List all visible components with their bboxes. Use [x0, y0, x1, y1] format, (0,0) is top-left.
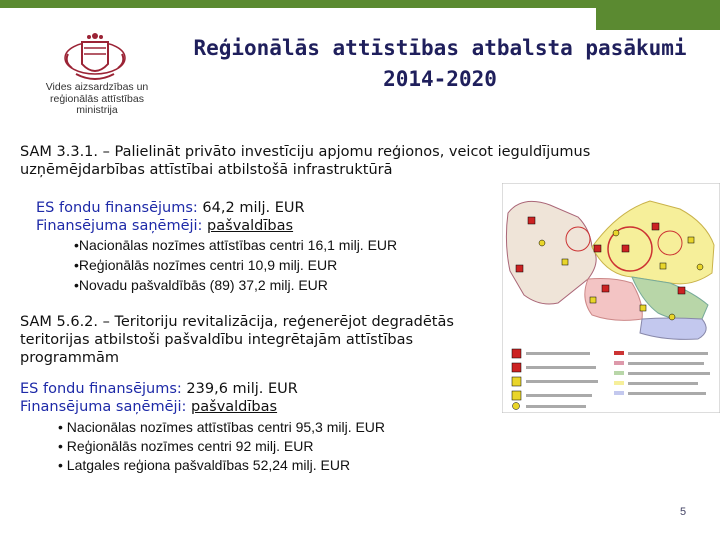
title-line-1: Reģionālās attīstības atbalsta pasākumi [193, 36, 687, 60]
sam1-funding [36, 199, 496, 217]
sam1-heading [20, 143, 680, 179]
page-number: 5 [680, 506, 687, 518]
sam1-bullet-3: •Novadu pašvaldībās (89) 37,2 milj. EUR [74, 277, 328, 293]
ministry-line-1: Vides aizsardzības un [45, 81, 149, 93]
sam2-heading [20, 313, 510, 367]
latvia-map-icon [502, 183, 720, 413]
sam1-funding-value: 64,2 milj. EUR [197, 200, 305, 216]
sam2-recipients [20, 398, 500, 416]
sam2-heading-line-2: teritorijas atbilstoši pašvaldību integrētajām attīstības [20, 332, 414, 348]
title-line-2: 2014-2020 [383, 67, 497, 91]
ministry-line-2: reģionālās attīstības [50, 92, 144, 105]
sam2-recipients-label: Finansējuma saņēmēji: [20, 399, 187, 415]
header-green-block [596, 0, 720, 30]
sam2-funding-label: ES fondu finansējums: [20, 381, 182, 397]
sam1-bullet-2: •Reģionālās nozīmes centri 10,9 milj. EUR [74, 257, 338, 273]
sam1-heading-line-1: SAM 3.3.1. – Palielināt privāto investīciju apjomu reģionos, veicot ieguldījumus [20, 144, 591, 160]
sam1-recipients [36, 217, 496, 235]
sam1-heading-line-2: uzņēmējdarbības attīstībai atbilstošā infrastruktūrā [20, 162, 393, 178]
sam2-funding [20, 380, 500, 398]
sam1-recipients-label: Finansējuma saņēmēji: [36, 218, 203, 234]
ministry-name [42, 82, 152, 117]
sam1-recipients-value: pašvaldības [207, 218, 294, 234]
sam2-bullet-1: • Nacionālas nozīmes attīstības centri 95,3 milj. EUR [58, 419, 386, 435]
sam2-heading-line-3: programmām [20, 350, 120, 366]
page-title [170, 33, 710, 95]
sam2-bullet-2: • Reģionālās nozīmes centri 92 milj. EUR [58, 438, 314, 454]
sam2-bullet-3: • Latgales reģiona pašvaldības 52,24 milj. EUR [58, 457, 351, 473]
ministry-line-3: ministrija [76, 104, 118, 116]
sam2-funding-value: 239,6 milj. EUR [181, 381, 298, 397]
sam2-heading-line-1: SAM 5.6.2. – Teritoriju revitalizācija, reģenerējot degradētās [20, 314, 454, 330]
sam1-funding-label: ES fondu finansējums: [36, 200, 198, 216]
sam2-recipients-value: pašvaldības [191, 399, 278, 415]
sam1-bullet-1: •Nacionālas nozīmes attīstības centri 16,1 milj. EUR [74, 237, 398, 253]
